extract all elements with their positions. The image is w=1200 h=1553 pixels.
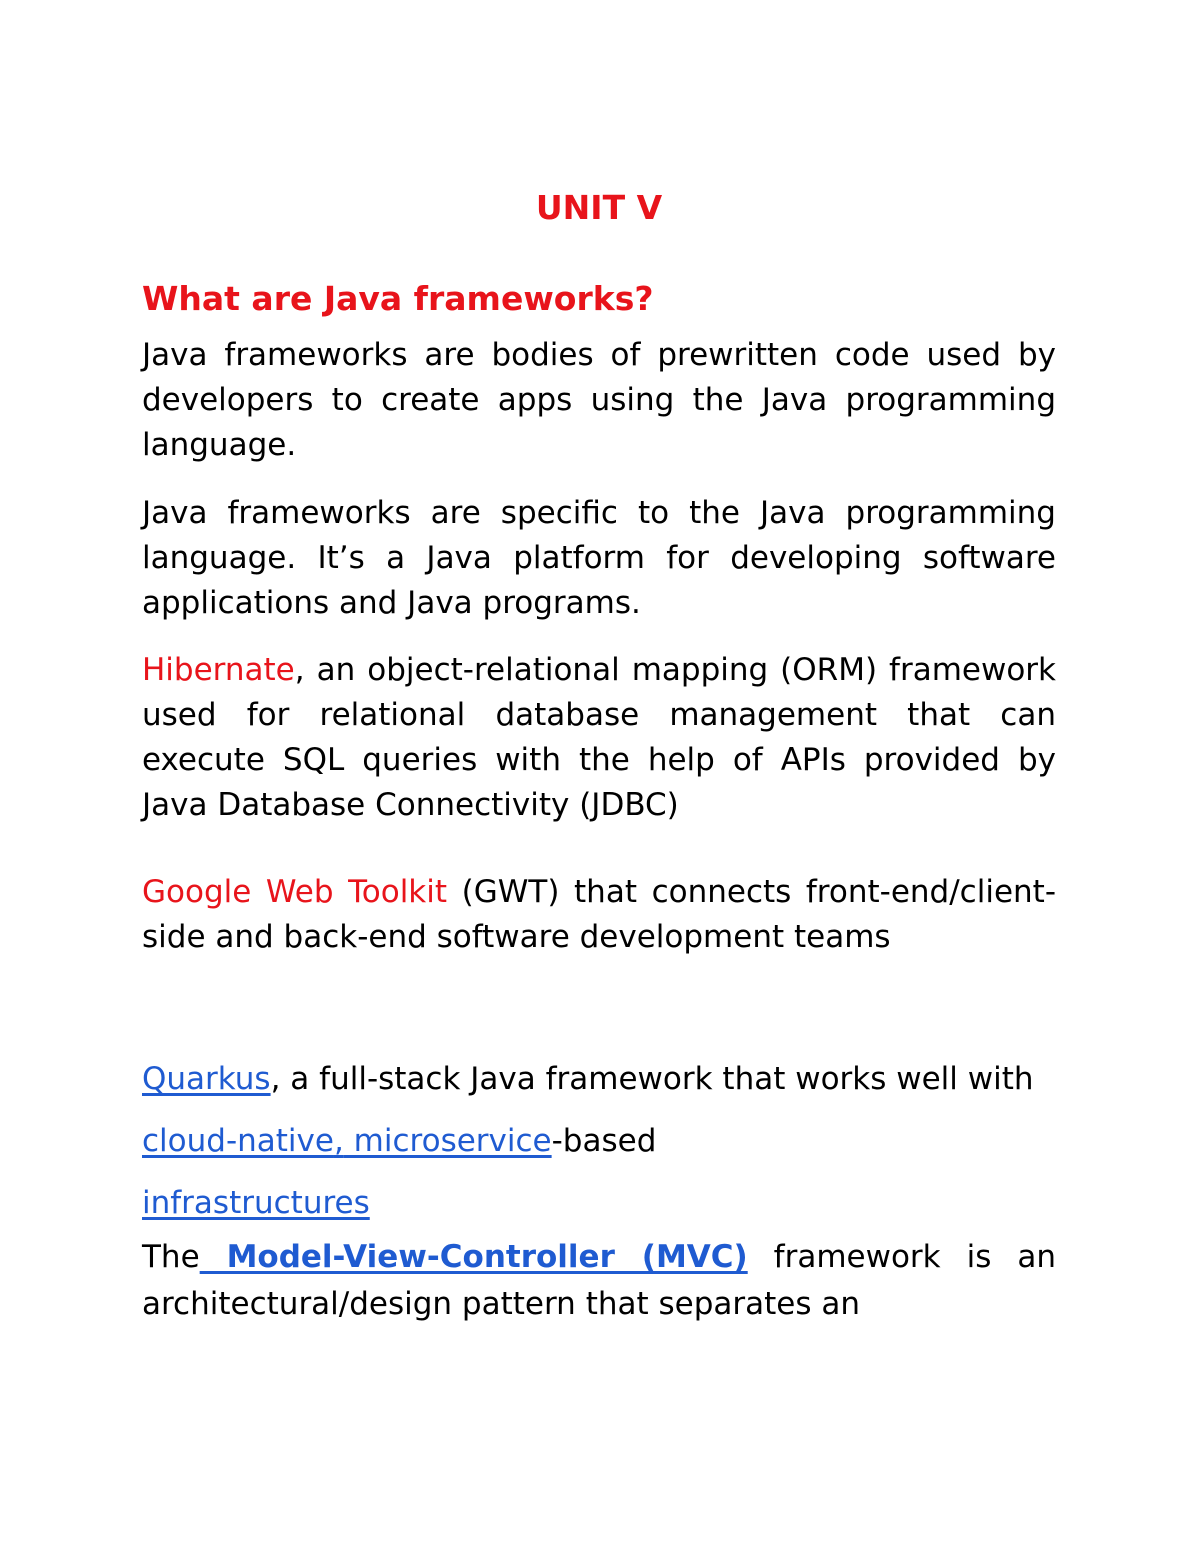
cloud-native-link[interactable]: cloud-native [142, 1123, 334, 1159]
paragraph-quarkus [142, 1048, 1056, 1234]
section-heading: What are Java frameworks? [142, 279, 654, 318]
paragraph-mvc [142, 1234, 1056, 1328]
quarkus-link[interactable]: Quarkus [142, 1061, 271, 1097]
hibernate-name: Hibernate [142, 652, 295, 688]
microservice-link[interactable]: microservice [343, 1123, 552, 1159]
hibernate-description: , an object-relational mapping (ORM) framework used for relational database management that can execute SQL queries with the help of APIs provided by Java Database Connectivity (JDBC) [142, 652, 1056, 823]
mvc-description: framework is an architectural/design pattern that separates an [142, 1239, 1056, 1322]
paragraph-specific: Java frameworks are specific to the Java programming language. It’s a Java platform for developing software applications and Java programs. [142, 495, 1056, 621]
paragraph-hibernate [142, 648, 1056, 828]
infrastructures-link[interactable]: infrastructures [142, 1185, 370, 1221]
quarkus-text: , a full-stack Java framework that works well with [270, 1061, 1034, 1097]
comma-link[interactable]: , [333, 1123, 344, 1159]
mvc-intro: The [142, 1239, 200, 1275]
based-text: -based [551, 1123, 657, 1159]
mvc-link[interactable]: Model-View-Controller (MVC) [199, 1239, 748, 1275]
paragraph-definition: Java frameworks are bodies of prewritten code used by developers to create apps using the Java programming language. [142, 337, 1056, 463]
gwt-description: (GWT) that connects front-end/client-side and back-end software development teams [142, 874, 1056, 955]
gwt-name: Google Web Toolkit [142, 874, 448, 910]
unit-title: UNIT V [535, 188, 663, 227]
paragraph-gwt [142, 870, 1056, 960]
